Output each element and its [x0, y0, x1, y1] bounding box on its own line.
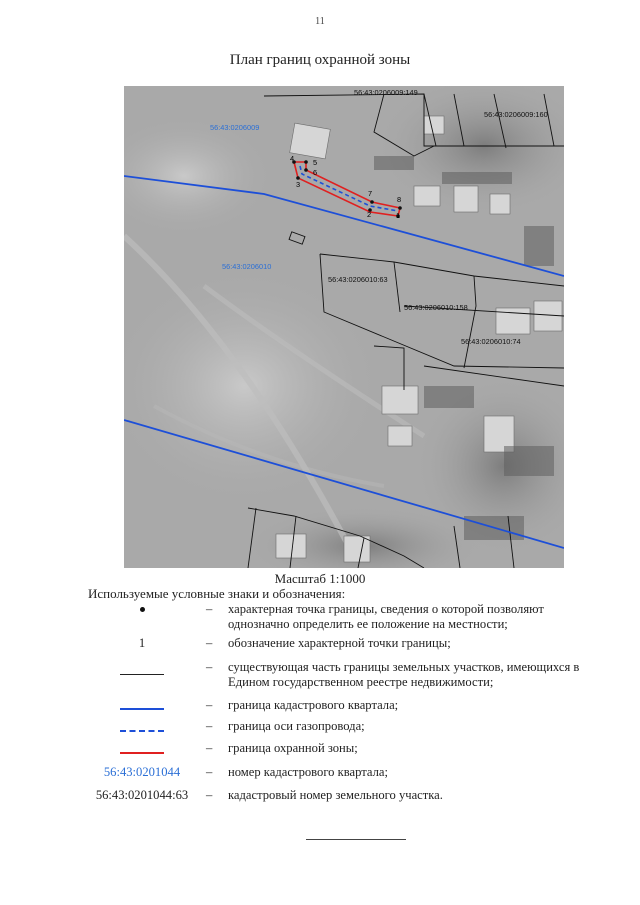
legend-symbol-point — [96, 602, 188, 612]
legend-symbol-blue-dashed-line — [96, 730, 188, 732]
parcel-label-0206010-74: 56:43:0206010:74 — [461, 337, 521, 346]
legend-dash: – — [206, 765, 213, 779]
legend-dash: – — [206, 719, 213, 733]
legend-dash: – — [206, 741, 213, 755]
point-label-1: 1 — [396, 211, 401, 220]
red-line-icon — [120, 752, 164, 754]
blue-line-icon — [120, 708, 164, 710]
legend-text: обозначение характерной точки границы; — [228, 636, 451, 650]
legend-text: характерная точка границы, сведения о которой позволяют однозначно определить ее положение на местности; — [228, 602, 544, 631]
point-label-2: 2 — [367, 210, 372, 219]
legend-text: кадастровый номер земельного участка. — [228, 788, 443, 802]
quarter-label-0206009: 56:43:0206009 — [210, 123, 260, 132]
point-label-5: 5 — [313, 158, 318, 167]
legend-dash: – — [206, 602, 213, 616]
legend-symbol-blue-line — [96, 708, 188, 710]
signature-line — [306, 839, 406, 840]
legend-text: граница охранной зоны; — [228, 741, 358, 755]
parcel-label-0206010-158: 56:43:0206010:158 — [404, 303, 468, 312]
legend-text: номер кадастрового квартала; — [228, 765, 388, 779]
blue-dashed-line-icon — [120, 730, 164, 732]
legend-symbol-parcel-number: 56:43:0201044:63 — [95, 788, 189, 802]
point-label-6: 6 — [313, 168, 318, 177]
black-line-icon — [120, 674, 164, 675]
map-svg — [124, 86, 564, 568]
legend-dash: – — [206, 636, 213, 650]
legend-symbol-quarter-number: 56:43:0201044 — [103, 765, 181, 779]
legend-text: граница кадастрового квартала; — [228, 698, 399, 712]
map-scale: Масштаб 1:1000 — [274, 571, 366, 586]
point-dot-icon — [140, 607, 145, 612]
cadastral-map — [124, 86, 564, 568]
point-label-8: 8 — [397, 195, 402, 204]
legend-text: существующая часть границы земельных участков, имеющихся в Едином государственном реестре недвижимости; — [228, 660, 580, 689]
point-label-7: 7 — [368, 189, 373, 198]
page-number: 11 — [315, 16, 325, 27]
page-title: План границ охранной зоны — [229, 52, 411, 68]
point-label-4: 4 — [290, 154, 295, 163]
legend-dash: – — [206, 788, 213, 802]
parcel-label-0206009-160: 56:43:0206009:160 — [484, 110, 548, 119]
legend-heading: Используемые условные знаки и обозначения: — [88, 586, 346, 601]
parcel-label-0206010-63: 56:43:0206010:63 — [328, 275, 388, 284]
legend-text: граница оси газопровода; — [228, 719, 365, 733]
parcel-label-0206009-149: 56:43:0206009:149 — [354, 88, 418, 97]
point-label-3: 3 — [296, 180, 301, 189]
legend-symbol-black-line — [96, 674, 188, 675]
legend-dash: – — [206, 698, 213, 712]
legend-dash: – — [206, 660, 213, 674]
quarter-label-0206010: 56:43:0206010 — [222, 262, 272, 271]
legend-symbol-red-line — [96, 752, 188, 754]
legend-symbol-number: 1 — [138, 636, 146, 650]
